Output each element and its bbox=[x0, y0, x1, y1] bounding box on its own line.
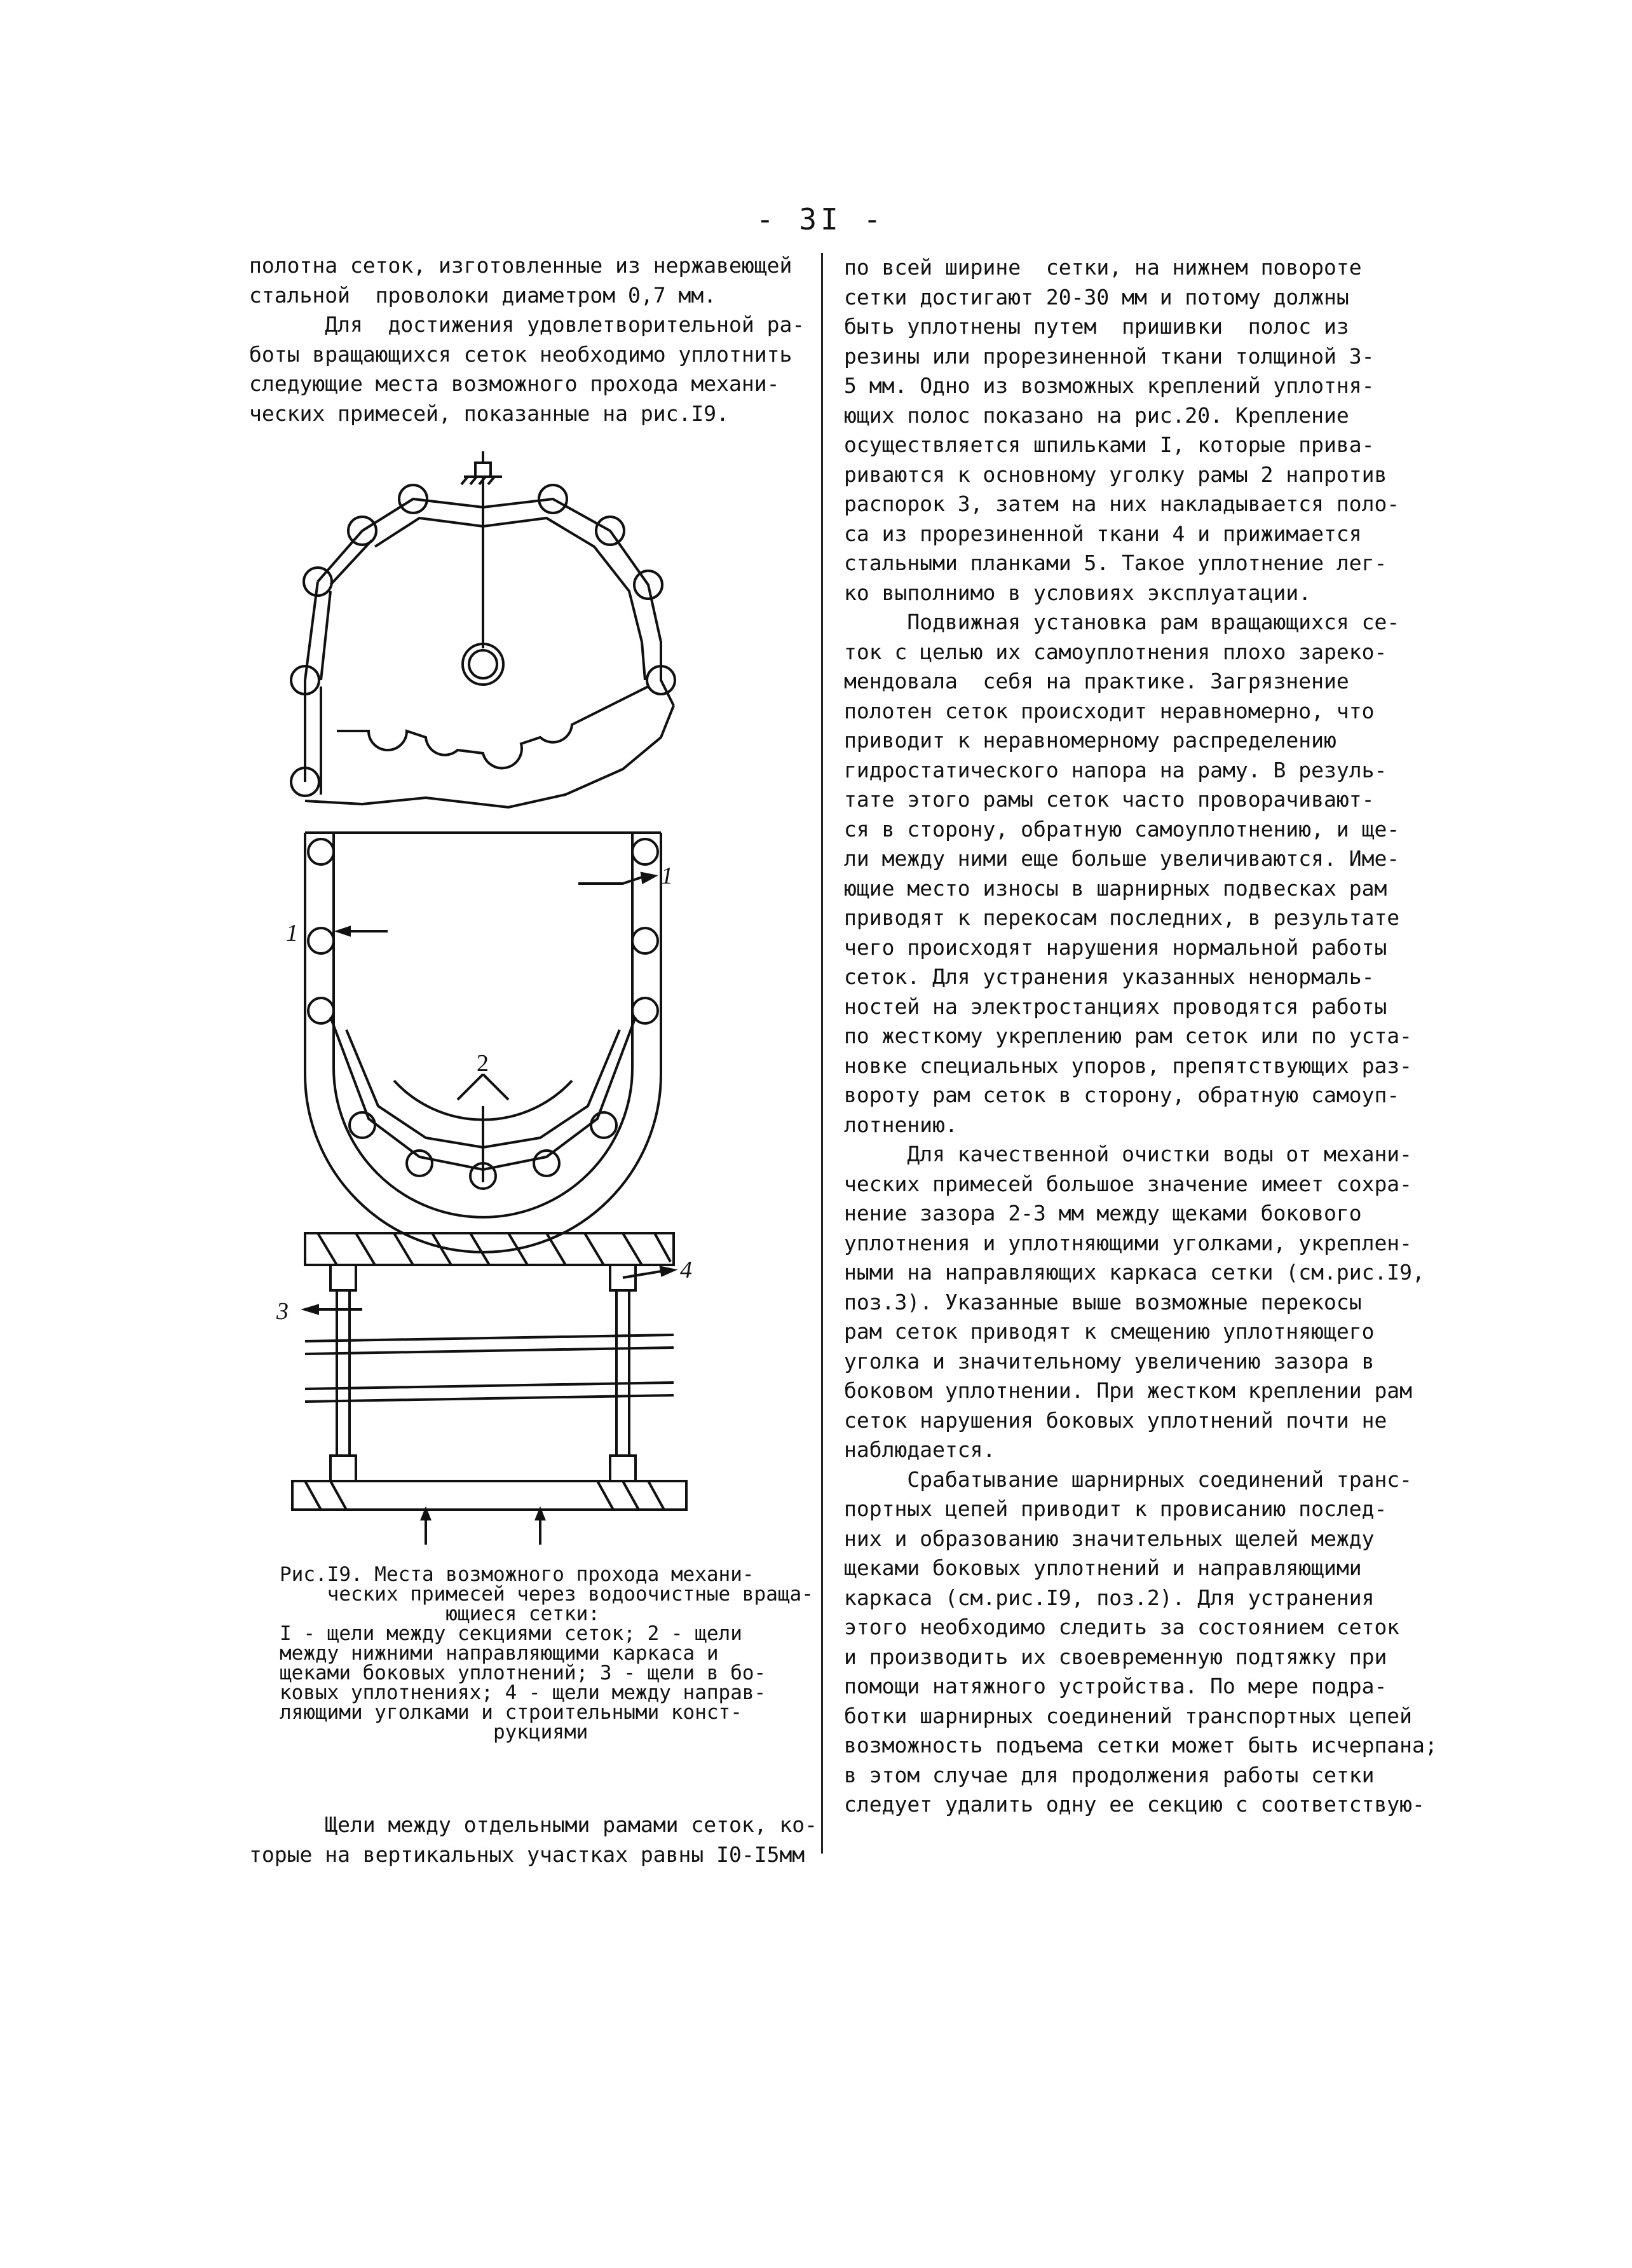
text-line: следующие места возможного прохода механи- bbox=[249, 371, 780, 396]
text-line: торые на вертикальных участках равны I0-I5мм bbox=[249, 1841, 805, 1867]
figure-label-4: 4 bbox=[680, 1257, 692, 1283]
text-line: щеками боковых уплотнений и направляющими bbox=[844, 1555, 1362, 1580]
text-line: них и образованию значительных щелей между bbox=[844, 1526, 1375, 1551]
caption-line: Рис.I9. Места возможного прохода механи- bbox=[280, 1563, 754, 1586]
text-line: вороту рам сеток в сторону, обратную самоуп- bbox=[844, 1083, 1400, 1107]
text-line: чего происходят нарушения нормальной работы bbox=[844, 934, 1387, 960]
text-line: каркаса (см.рис.I9, поз.2). Для устранения bbox=[844, 1585, 1375, 1610]
caption-line: ковых уплотнениях; 4 - щели между направ- bbox=[280, 1681, 766, 1704]
text-line: стальной проволоки диаметром 0,7 мм. bbox=[249, 282, 717, 308]
text-line: распорок 3, затем на них накладывается поло- bbox=[844, 491, 1400, 516]
caption-line: щеками боковых уплотнений; 3 - щели в бо- bbox=[280, 1662, 766, 1684]
figure-label-1-right: 1 bbox=[661, 863, 673, 889]
caption-line: I - щели между секциями сеток; 2 - щели bbox=[280, 1622, 742, 1645]
figure-label-2: 2 bbox=[477, 1050, 489, 1077]
text-line: Подвижная установка рам вращающихся се- bbox=[844, 610, 1400, 634]
text-line: ли между ними еще больше увеличиваются. Име- bbox=[844, 846, 1400, 871]
column-divider bbox=[821, 253, 823, 1854]
u-frame-drawing bbox=[305, 833, 661, 1252]
text-line: са из прорезиненной ткани 4 и прижимается bbox=[844, 521, 1362, 546]
text-line: уплотнения и уплотняющими уголками, укреплен- bbox=[844, 1230, 1413, 1255]
figure-19-drawing bbox=[267, 439, 788, 1557]
text-line: риваются к основному уголку рамы 2 напротив bbox=[844, 461, 1387, 487]
text-line: резины или прорезиненной ткани толщиной 3- bbox=[844, 343, 1375, 369]
text-line: боковом уплотнении. При жестком креплении рам bbox=[844, 1378, 1413, 1403]
text-line: стальными планками 5. Такое уплотнение лег- bbox=[844, 550, 1387, 575]
right-column-text bbox=[844, 253, 1438, 1820]
text-line: по жесткому укреплению рам сеток или по уста- bbox=[844, 1023, 1413, 1048]
caption-line: ческих примесей через водоочистные враща- bbox=[280, 1583, 813, 1606]
caption-line: ляющими уголками и строительными конст- bbox=[280, 1701, 742, 1724]
text-line: тате этого рамы сеток часто проворачивают- bbox=[844, 787, 1375, 812]
caption-line: между нижними направляющими каркаса и bbox=[280, 1642, 719, 1665]
text-line: ко выполнимо в условиях эксплуатации. bbox=[844, 580, 1312, 605]
text-line: наблюдается. bbox=[844, 1437, 996, 1462]
text-line: уголка и значительному увеличению зазора в bbox=[844, 1348, 1375, 1374]
text-line: сеток нарушения боковых уплотнений почти не bbox=[844, 1407, 1387, 1433]
text-line: быть уплотнены путем пришивки полос из bbox=[844, 314, 1349, 339]
text-line: Срабатывание шарнирных соединений транс- bbox=[844, 1466, 1413, 1492]
left-column-top-text bbox=[249, 251, 805, 428]
text-line: ток с целью их самоуплотнения плохо зареко- bbox=[844, 639, 1387, 664]
figure-label-1-left: 1 bbox=[286, 920, 298, 946]
text-line: рам сеток приводят к смещению уплотняющего bbox=[844, 1319, 1375, 1344]
text-line: ческих примесей, показанные на рис.I9. bbox=[249, 400, 729, 426]
text-line: 5 мм. Одно из возможных креплений уплотня- bbox=[844, 373, 1375, 398]
text-line: и производить их своевременную подтяжку при bbox=[844, 1644, 1387, 1669]
text-line: возможность подъема сетки может быть исчерпана; bbox=[844, 1733, 1438, 1758]
cross-section-drawing bbox=[292, 1233, 686, 1545]
text-line: Для качественной очистки воды от механи- bbox=[844, 1142, 1413, 1166]
text-line: этого необходимо следить за состоянием сеток bbox=[844, 1615, 1400, 1639]
text-line: помощи натяжного устройства. По мере подра- bbox=[844, 1674, 1387, 1698]
text-line: полотна сеток, изготовленные из нержавеющей bbox=[249, 253, 792, 278]
text-line: нение зазора 2-3 мм между щеками бокового bbox=[844, 1201, 1362, 1226]
text-line: ющие место износы в шарнирных подвесках рам bbox=[844, 875, 1387, 901]
figure-label-3: 3 bbox=[276, 1298, 289, 1325]
text-line: ными на направляющих каркаса сетки (см.рис.I9, bbox=[844, 1260, 1425, 1285]
text-line: гидростатического напора на раму. В резуль- bbox=[844, 757, 1387, 782]
text-line: сеток. Для устранения указанных ненормаль- bbox=[844, 964, 1375, 989]
text-line: полотен сеток происходит неравномерно, что bbox=[844, 698, 1375, 723]
text-line: осуществляется шпильками I, которые прива- bbox=[844, 432, 1375, 457]
text-line: поз.3). Указанные выше возможные перекосы bbox=[844, 1289, 1362, 1315]
text-line: ностей на электростанциях проводятся работы bbox=[844, 994, 1387, 1019]
text-line: по всей ширине сетки, на нижнем повороте bbox=[844, 255, 1362, 280]
text-line: лотнению. bbox=[844, 1112, 958, 1137]
text-line: приводят к перекосам последних, в результате bbox=[844, 905, 1400, 930]
text-line: Щели между отдельными рамами сеток, ко- bbox=[249, 1812, 818, 1837]
text-line: боты вращающихся сеток необходимо уплотнить bbox=[249, 341, 792, 367]
text-line: следует удалить одну ее секцию с соответствую- bbox=[844, 1792, 1425, 1817]
left-column-bottom-text bbox=[249, 1810, 818, 1869]
text-line: мендовала себя на практике. Загрязнение bbox=[844, 669, 1349, 693]
figure-caption bbox=[280, 1563, 813, 1744]
page-number: - 3I - bbox=[756, 202, 885, 236]
text-line: Для достижения удовлетворительной ра- bbox=[249, 312, 805, 337]
text-line: ботки шарнирных соединений транспортных цепей bbox=[844, 1703, 1413, 1728]
text-line: ческих примесей большое значение имеет сохра- bbox=[844, 1171, 1413, 1196]
sprocket-head-drawing bbox=[291, 451, 675, 807]
text-line: ющих полос показано на рис.20. Крепление bbox=[844, 402, 1349, 428]
caption-line: рукциями bbox=[280, 1721, 588, 1744]
text-line: в этом случае для продолжения работы сетки bbox=[844, 1762, 1375, 1787]
text-line: портных цепей приводит к провисанию послед- bbox=[844, 1496, 1387, 1521]
text-line: новке специальных упоров, препятствующих раз- bbox=[844, 1053, 1413, 1078]
text-line: сетки достигают 20-30 мм и потому должны bbox=[844, 284, 1349, 310]
text-line: ся в сторону, обратную самоуплотнению, и ще- bbox=[844, 816, 1400, 842]
caption-line: ющиеся сетки: bbox=[280, 1602, 600, 1625]
text-line: приводит к неравномерному распределению bbox=[844, 728, 1336, 753]
